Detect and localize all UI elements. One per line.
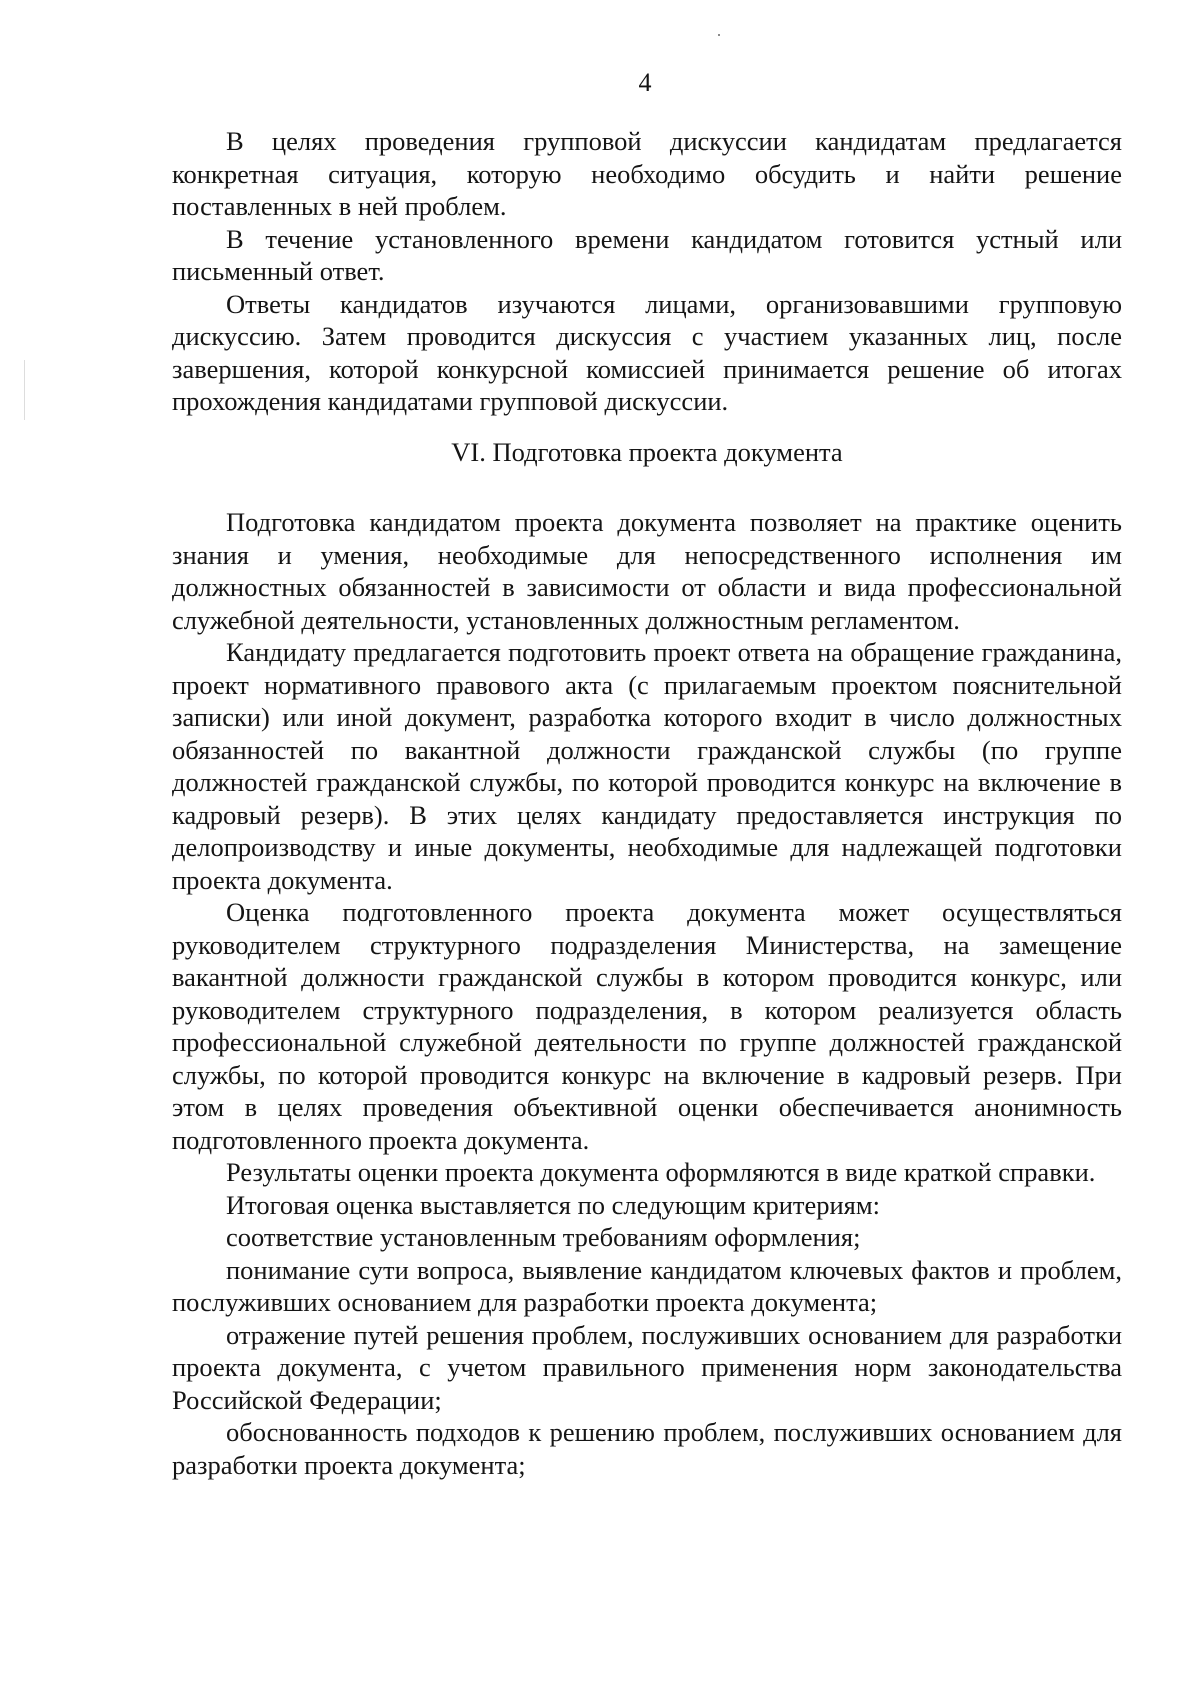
paragraph: В целях проведения групповой дискуссии кандидатам предлагается конкретная ситуация, которую необходимо обсудить и найти решение поставленных в ней проблем. [172,126,1122,221]
criteria-item: отражение путей решения проблем, послуживших основанием для разработки проекта документа, с учетом правильного применения норм законодательства Российской Федерации; [172,1319,1122,1415]
paragraph: Ответы кандидатов изучаются лицами, организовавшими групповую дискуссию. Затем проводится дискуссия с участием указанных лиц, после завершения, которой конкурсной комиссией принимается решение об итогах прохождения кандидатами групповой дискуссии. [172,288,1122,416]
document-body [172,125,1122,1481]
criteria-item: обоснованность подходов к решению проблем, послуживших основанием для разработки проекта документа; [172,1417,1122,1480]
paragraph: Результаты оценки проекта документа оформляются в виде краткой справки. [226,1157,1096,1187]
paragraph: Кандидату предлагается подготовить проект ответа на обращение гражданина, проект нормативного правового акта (с прилагаемым проектом пояснительной записки) или иной документ, разработка которого входит в число должностных обязанностей по вакантной должности гражданской службы (по группе должностей гражданской службы, по которой проводится конкурс на включение в кадровый резерв). В этих целях кандидату предоставляется инструкция по делопроизводству и иные документы, необходимые для надлежащей подготовки проекта документа. [172,637,1122,895]
criteria-item: понимание сути вопроса, выявление кандидатом ключевых фактов и проблем, послуживших основанием для разработки проекта документа; [172,1254,1122,1317]
scan-speck [718,34,720,36]
paragraph: В течение установленного времени кандидатом готовится устный или письменный ответ. [172,223,1122,286]
section-heading: VI. Подготовка проекта документа [451,436,843,467]
paragraph: Подготовка кандидатом проекта документа позволяет на практике оценить знания и умения, необходимые для непосредственного исполнения им должностных обязанностей в зависимости от области и вида профессиональной служебной деятельности, установленных должностным регламентом. [172,507,1122,635]
paragraph: Оценка подготовленного проекта документа может осуществляться руководителем структурного подразделения Министерства, на замещение вакантной должности гражданской службы в котором проводится конкурс, или руководителем структурного подразделения, в котором реализуется область профессиональной служебной деятельности по группе должностей гражданской службы, по которой проводится конкурс на включение в кадровый резерв. При этом в целях проведения объективной оценки обеспечивается анонимность подготовленного проекта документа. [172,897,1122,1155]
criteria-item: соответствие установленным требованиям оформления; [226,1222,861,1252]
scan-edge-mark [24,360,25,420]
page-number: 4 [638,68,652,97]
paragraph: Итоговая оценка выставляется по следующим критериям: [226,1189,880,1220]
